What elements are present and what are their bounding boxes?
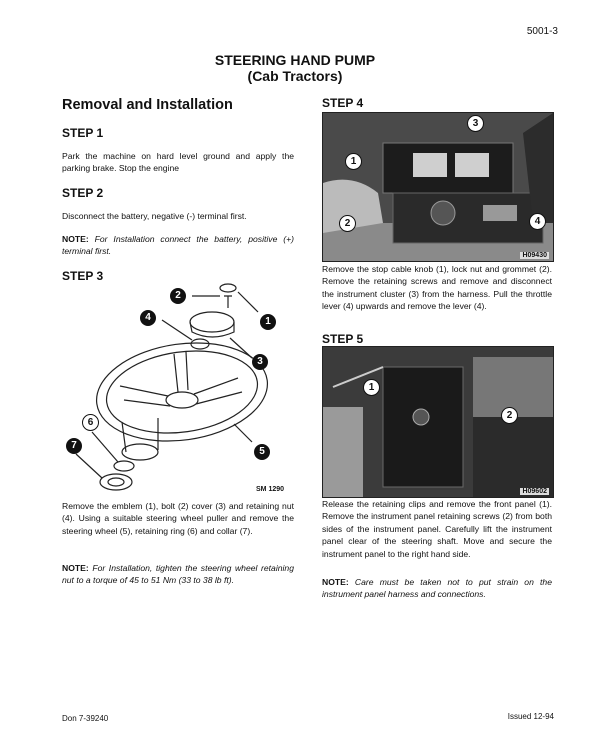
step3-note (62, 562, 294, 587)
step5-photo-label: H09602 (522, 488, 547, 495)
steering-wheel-diagram (62, 282, 298, 494)
step1-heading: STEP 1 (62, 126, 104, 140)
step4-photo-label: H09430 (522, 252, 547, 259)
page-number: 5001-3 (526, 26, 558, 37)
step4-callout-3: 3 (467, 115, 484, 132)
steering-wheel-drawing (62, 282, 298, 494)
step3-text: Remove the emblem (1), bolt (2) cover (3) and retaining nut (4). Using a suitable steering wheel puller and remove the steering wheel (5), retaining ring (6) and collar (7). (62, 501, 294, 536)
step5-photo (322, 346, 554, 498)
step5-callout-2: 2 (501, 407, 518, 424)
step2-note-label: NOTE: (62, 234, 89, 244)
step2-heading: STEP 2 (62, 186, 104, 200)
section-heading: Removal and Installation (62, 97, 233, 113)
step4-heading: STEP 4 (322, 96, 364, 110)
instrument-panel-photo (323, 113, 553, 261)
callout-5: 5 (254, 444, 270, 460)
step3-note-text: For Installation, tighten the steering wheel retaining nut to a torque of 45 to 51 Nm (33 to 38 lb ft). (62, 563, 294, 586)
step4-callout-1: 1 (345, 153, 362, 170)
callout-4: 4 (140, 310, 156, 326)
callout-2: 2 (170, 288, 186, 304)
step2-text: Disconnect the battery, negative (-) terminal first. (62, 211, 247, 221)
footer-doc-number: Don 7-39240 (62, 714, 109, 723)
step4-callout-2: 2 (339, 215, 356, 232)
step1-text: Park the machine on hard level ground and apply the parking brake. Stop the engine (62, 151, 294, 174)
step5-note-text: Care must be taken not to put strain on the instrument panel harness and connections. (322, 577, 552, 600)
callout-1: 1 (260, 314, 276, 330)
step5-text: Release the retaining clips and remove the front panel (1). Remove the instrument panel retaining screws (2) from both sides of the instrument panel. Carefully lift the instrument panel clear of the steering shaft. Move and secure the instrument panel to the right hand side. (322, 499, 552, 559)
footer-issued: Issued 12-94 (507, 712, 554, 721)
step3-heading: STEP 3 (62, 269, 104, 283)
step5-heading: STEP 5 (322, 332, 364, 346)
title-line-2: (Cab Tractors) (247, 68, 343, 84)
step3-note-label: NOTE: (62, 563, 89, 573)
step2-note-text: For Installation connect the battery, positive (+) terminal first. (62, 234, 294, 257)
step5-note (322, 576, 552, 601)
step4-text: Remove the stop cable knob (1), lock nut and grommet (2). Remove the retaining screws and remove and disconnect the instrument cluster (3) from the harness. Pull the throttle lever (4) upwards and remove the lever (4). (322, 264, 552, 312)
callout-3: 3 (252, 354, 268, 370)
figure-label: SM 1290 (256, 486, 285, 493)
step5-callout-1: 1 (363, 379, 380, 396)
step2-note (62, 233, 294, 258)
step4-callout-4: 4 (529, 213, 546, 230)
title-line-1: STEERING HAND PUMP (214, 52, 376, 68)
callout-7: 7 (66, 438, 82, 454)
step4-photo (322, 112, 554, 262)
callout-6: 6 (82, 414, 99, 431)
front-panel-photo (323, 347, 553, 497)
step5-note-label: NOTE: (322, 577, 349, 587)
page-title (0, 52, 590, 84)
